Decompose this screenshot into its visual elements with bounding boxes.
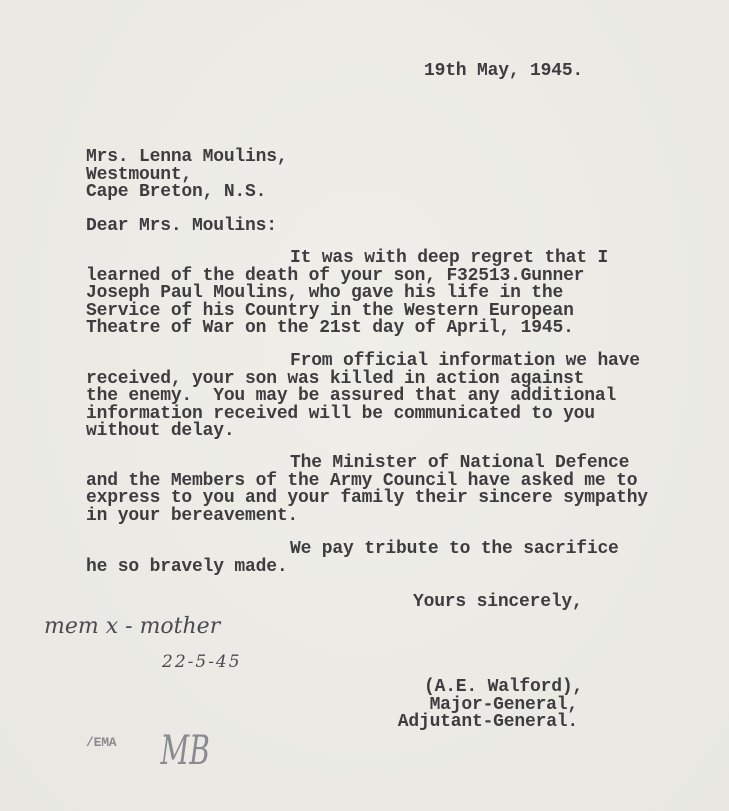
closing: Yours sincerely,	[413, 592, 583, 612]
signature-line: (A.E. Walford),	[424, 677, 584, 697]
paragraph-line: the enemy. You may be assured that any additional	[86, 386, 617, 407]
recipient-line: Mrs. Lenna Moulins,	[86, 147, 288, 167]
salutation: Dear Mrs. Moulins:	[86, 216, 277, 236]
paragraph-line: We pay tribute to the sacrifice	[290, 539, 619, 559]
recipient-line: Westmount,	[86, 164, 193, 185]
handwritten-note: mem x - mother	[44, 614, 221, 639]
paragraph-line: From official information we have	[290, 351, 640, 371]
recipient-line: Cape Breton, N.S.	[86, 182, 267, 203]
handwritten-initials: MB	[160, 728, 210, 774]
letter-date: 19th May, 1945.	[424, 61, 584, 81]
paragraph-line: Service of his Country in the Western European	[86, 300, 574, 321]
signature-line: Major-General,	[429, 694, 578, 715]
handwritten-date: 22-5-45	[162, 652, 242, 672]
paragraph-line: and the Members of the Army Council have asked me to	[86, 470, 638, 491]
paragraph-line: received, your son was killed in action against	[86, 368, 585, 389]
paragraph-line: The Minister of National Defence	[290, 453, 630, 473]
paragraph-line: he so bravely made.	[86, 556, 288, 577]
paragraph-line: Joseph Paul Moulins, who gave his life in the	[86, 283, 564, 304]
paragraph-line: express to you and your family their sincere sympathy	[86, 488, 648, 509]
reference-initials: /EMA	[86, 735, 117, 750]
paragraph-line: learned of the death of your son, F32513.Gunner	[86, 265, 585, 286]
paragraph-line: in your bereavement.	[86, 505, 299, 526]
paragraph-line: without delay.	[86, 421, 235, 442]
signature-line: Adjutant-General.	[397, 712, 578, 733]
paragraph-line: It was with deep regret that I	[290, 248, 609, 268]
paragraph-line: information received will be communicated to you	[86, 403, 595, 424]
paragraph-line: Theatre of War on the 21st day of April, 1945.	[86, 318, 574, 339]
